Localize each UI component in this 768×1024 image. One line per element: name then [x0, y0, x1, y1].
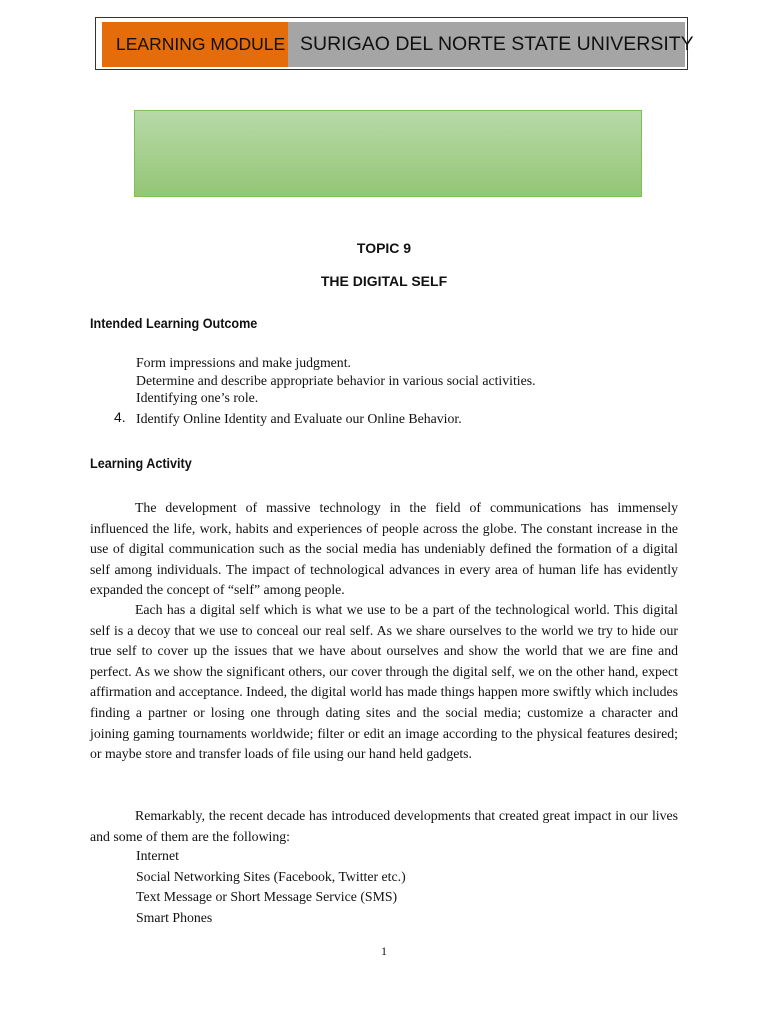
title-banner	[134, 110, 642, 197]
paragraph-3-text: Remarkably, the recent decade has introduced developments that created great impact in our lives and some of them are the following:	[90, 808, 678, 844]
paragraph-2	[90, 600, 678, 765]
development-item-1: Internet	[136, 848, 179, 863]
development-item-3: Text Message or Short Message Service (SMS)	[136, 889, 398, 904]
page-number: 1	[381, 944, 387, 958]
outcome-item-2: Determine and describe appropriate behavior in various social activities.	[136, 373, 536, 388]
outcome-item-4-number: 4.	[114, 409, 126, 425]
development-item-2: Social Networking Sites (Facebook, Twitter etc.)	[136, 869, 406, 884]
outcome-item-4: Identify Online Identity and Evaluate our Online Behavior.	[136, 411, 462, 426]
outcomes-heading: Intended Learning Outcome	[90, 315, 258, 331]
university-band	[288, 22, 694, 67]
paragraph-3	[90, 806, 678, 847]
activity-heading: Learning Activity	[90, 455, 192, 471]
module-label-band	[102, 22, 288, 67]
university-name: SURIGAO DEL NORTE STATE UNIVERSITY	[300, 33, 694, 55]
outcome-item-1: Form impressions and make judgment.	[136, 355, 351, 370]
paragraph-2-text: Each has a digital self which is what we use to be a part of the technological world. This digital self is a decoy that we use to conceal our real self. As we share ourselves to the world we try to hide our true self to cover up the issues that we have about ourselves and show the world that we are fine and perfect. As we show the significant others, our cover through the digital self, we on the other hand, expect affirmation and acceptance. Indeed, the digital world has made things happen more swiftly which includes finding a partner or losing one through dating sites and the social media; customize a character and joining gaming tournaments worldwide; filter or edit an image according to the physical features desired; or maybe store and transfer loads of file using our hand held gadgets.	[90, 602, 678, 762]
paragraph-1-text: The development of massive technology in the field of communications has immensely influenced the life, work, habits and experiences of people across the globe. The constant increase in the use of digital communication such as the social media has undeniably defined the formation of a digital self among individuals. The impact of technological advances in every area of human life has evidently expanded the concept of “self” among people.	[90, 500, 678, 598]
paragraph-1	[90, 498, 678, 601]
outcome-item-3: Identifying one’s role.	[136, 390, 259, 405]
topic-number: TOPIC 9	[356, 240, 412, 256]
module-label: LEARNING MODULE	[116, 34, 286, 54]
topic-title: THE DIGITAL SELF	[320, 273, 448, 289]
development-item-4: Smart Phones	[136, 910, 213, 925]
